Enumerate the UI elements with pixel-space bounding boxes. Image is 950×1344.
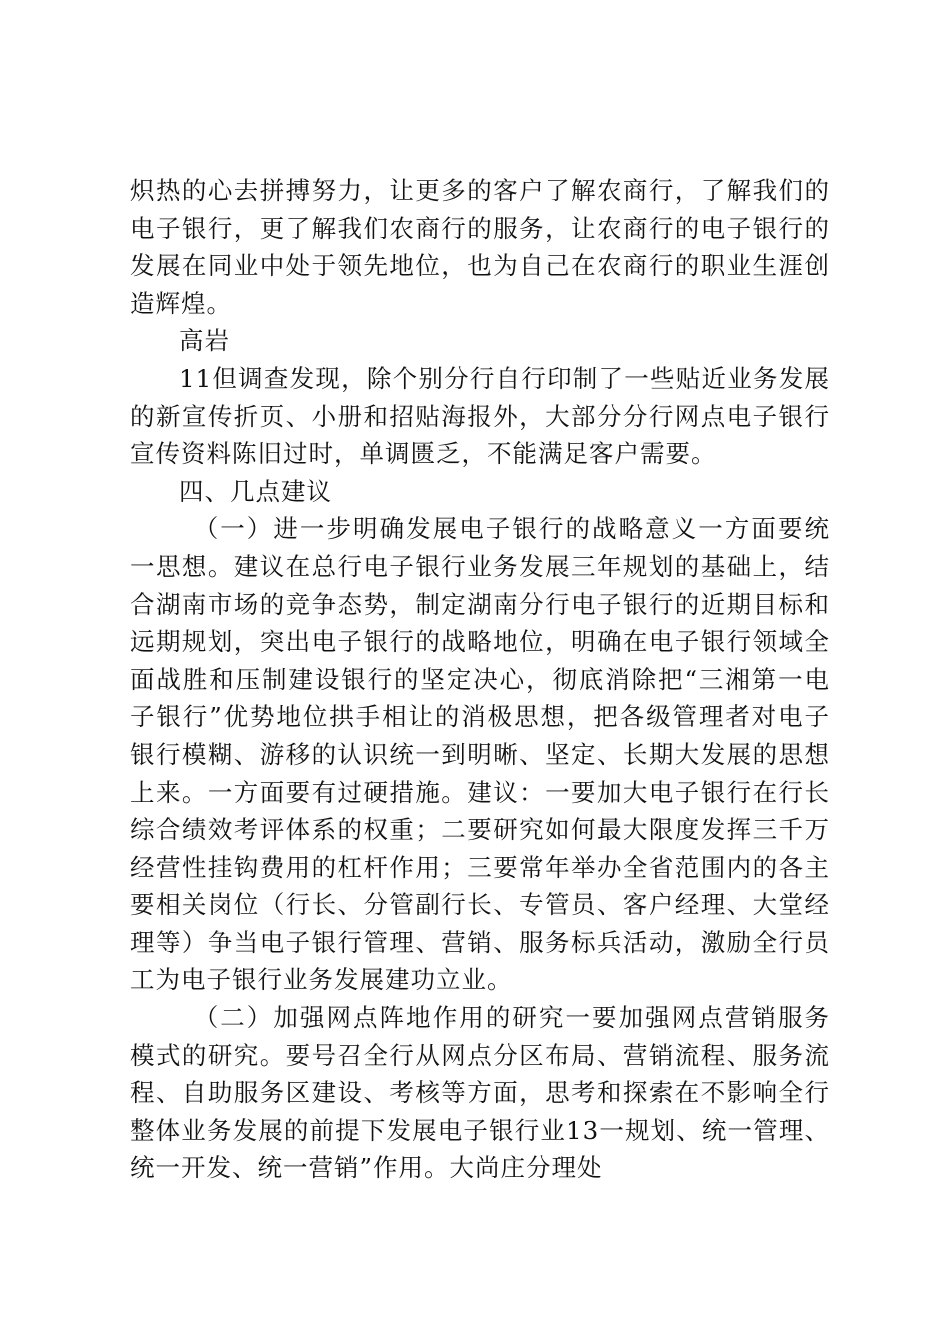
- paragraph-suggestion-two: （二）加强网点阵地作用的研究一要加强网点营销服务模式的研究。要号召全行从网点分区布局、营销流程、服务流程、自助服务区建设、考核等方面，思考和探索在不影响全行整体业务发展的前提下发展电子银行业13一规划、统一管理、统一开发、统一营销”作用。大尚庄分理处: [130, 1003, 830, 1183]
- author-name: 高岩: [179, 326, 230, 356]
- document-body: [130, 172, 830, 1187]
- paragraph-suggestion-one: （一）进一步明确发展电子银行的战略意义一方面要统一思想。建议在总行电子银行业务发展三年规划的基础上，结合湖南市场的竞争态势，制定湖南分行电子银行的近期目标和远期规划，突出电子银行的战略地位，明确在电子银行领域全面战胜和压制建设银行的坚定决心，彻底消除把“三湘第一电子银行”优势地位拱手相让的消极思想，把各级管理者对电子银行模糊、游移的认识统一到明晰、坚定、长期大发展的思想上来。一方面要有过硬措施。建议：一要加大电子银行在行长综合绩效考评体系的权重；二要研究如何最大限度发挥三千万经营性挂钩费用的杠杆作用；三要常年举办全省范围内的各主要相关岗位（行长、分管副行长、专管员、客户经理、大堂经理等）争当电子银行管理、营销、服务标兵活动，激励全行员工为电子银行业务发展建功立业。: [130, 514, 830, 995]
- paragraph-continuation: 炽热的心去拼搏努力，让更多的客户了解农商行，了解我们的电子银行，更了解我们农商行的服务，让农商行的电子银行的发展在同业中处于领先地位，也为自己在农商行的职业生涯创造辉煌。: [130, 176, 830, 318]
- section-heading-suggestions: 四、几点建议: [179, 476, 332, 506]
- paragraph-survey-findings: 11但调查发现，除个别分行自行印制了一些贴近业务发展的新宣传折页、小册和招贴海报外，大部分分行网点电子银行宣传资料陈旧过时，单调匮乏，不能满足客户需要。: [130, 363, 830, 469]
